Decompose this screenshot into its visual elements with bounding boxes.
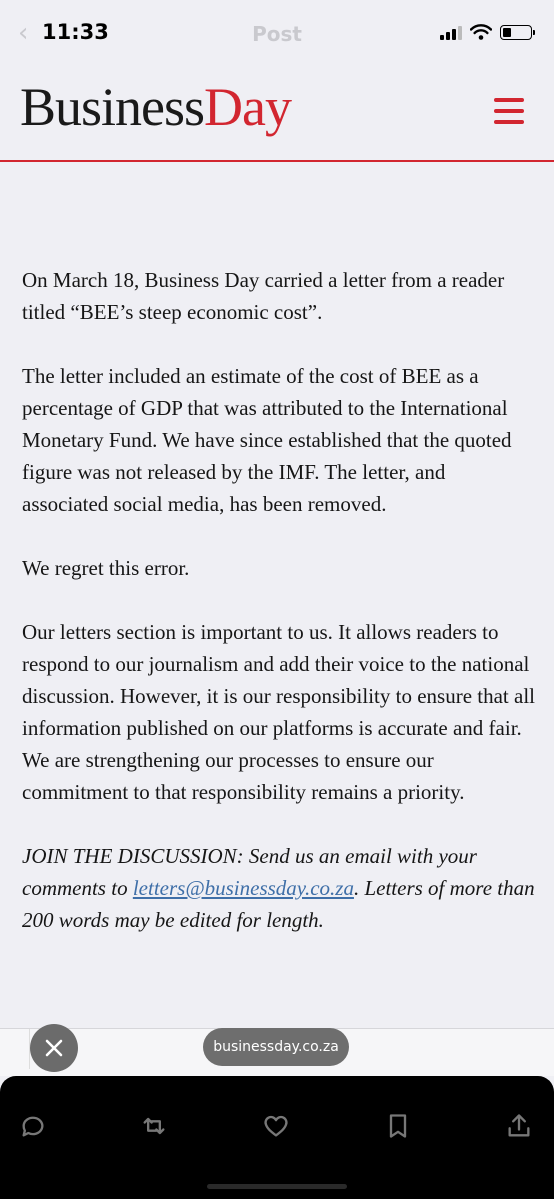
back-chevron-icon[interactable]: ‹ xyxy=(18,18,29,48)
share-icon xyxy=(505,1112,533,1140)
wifi-icon xyxy=(470,24,492,40)
article-paragraph-3: We regret this error. xyxy=(22,556,190,580)
letters-length-note: . Letters of more than 200 words may be edited for length. xyxy=(22,876,535,932)
repost-button[interactable] xyxy=(134,1106,174,1146)
heart-icon xyxy=(262,1112,290,1140)
share-button[interactable] xyxy=(499,1106,539,1146)
businessday-logo[interactable] xyxy=(20,77,292,137)
home-indicator xyxy=(207,1184,347,1189)
article-paragraph-1: On March 18, Business Day carried a letter from a reader titled “BEE’s steep economic cost”. xyxy=(22,268,505,324)
hamburger-menu-icon[interactable] xyxy=(494,98,524,124)
like-button[interactable] xyxy=(256,1106,296,1146)
logo-day: Day xyxy=(204,77,292,137)
status-icons xyxy=(440,24,532,40)
bookmark-icon xyxy=(384,1112,412,1140)
status-time: 11:33 xyxy=(42,20,109,44)
close-button[interactable] xyxy=(30,1024,78,1072)
status-bar xyxy=(0,0,554,64)
reply-icon xyxy=(19,1112,47,1140)
url-pill[interactable]: businessday.co.za xyxy=(203,1028,349,1066)
battery-icon xyxy=(500,25,532,40)
logo-business: Business xyxy=(20,77,205,137)
article-paragraph-4: Our letters section is important to us. It allows readers to respond to our journalism and add their voice to the national discussion. However, it is our responsibility to ensure that all information published on our platforms is accurate and fair. We are strengthening our processes to ensure our commitment to that responsibility remains a priority. xyxy=(22,620,536,804)
letters-email-link[interactable]: letters@businessday.co.za xyxy=(132,876,354,900)
post-action-bar xyxy=(0,1076,554,1199)
join-discussion-text: JOIN THE DISCUSSION: Send us an email with your comments to xyxy=(22,844,477,900)
site-header xyxy=(0,64,554,162)
close-icon xyxy=(44,1038,64,1058)
article-paragraph-2: The letter included an estimate of the cost of BEE as a percentage of GDP that was attributed to the International Monetary Fund. We have since established that the quoted figure was not released by the IMF. The letter, and associated social media, has been removed. xyxy=(22,364,512,516)
article-body xyxy=(22,264,536,968)
reply-button[interactable] xyxy=(13,1106,53,1146)
repost-icon xyxy=(140,1112,168,1140)
screen-title: Post xyxy=(252,22,302,46)
bookmark-button[interactable] xyxy=(378,1106,418,1146)
cellular-signal-icon xyxy=(440,25,462,40)
article-paragraph-5 xyxy=(22,840,536,936)
